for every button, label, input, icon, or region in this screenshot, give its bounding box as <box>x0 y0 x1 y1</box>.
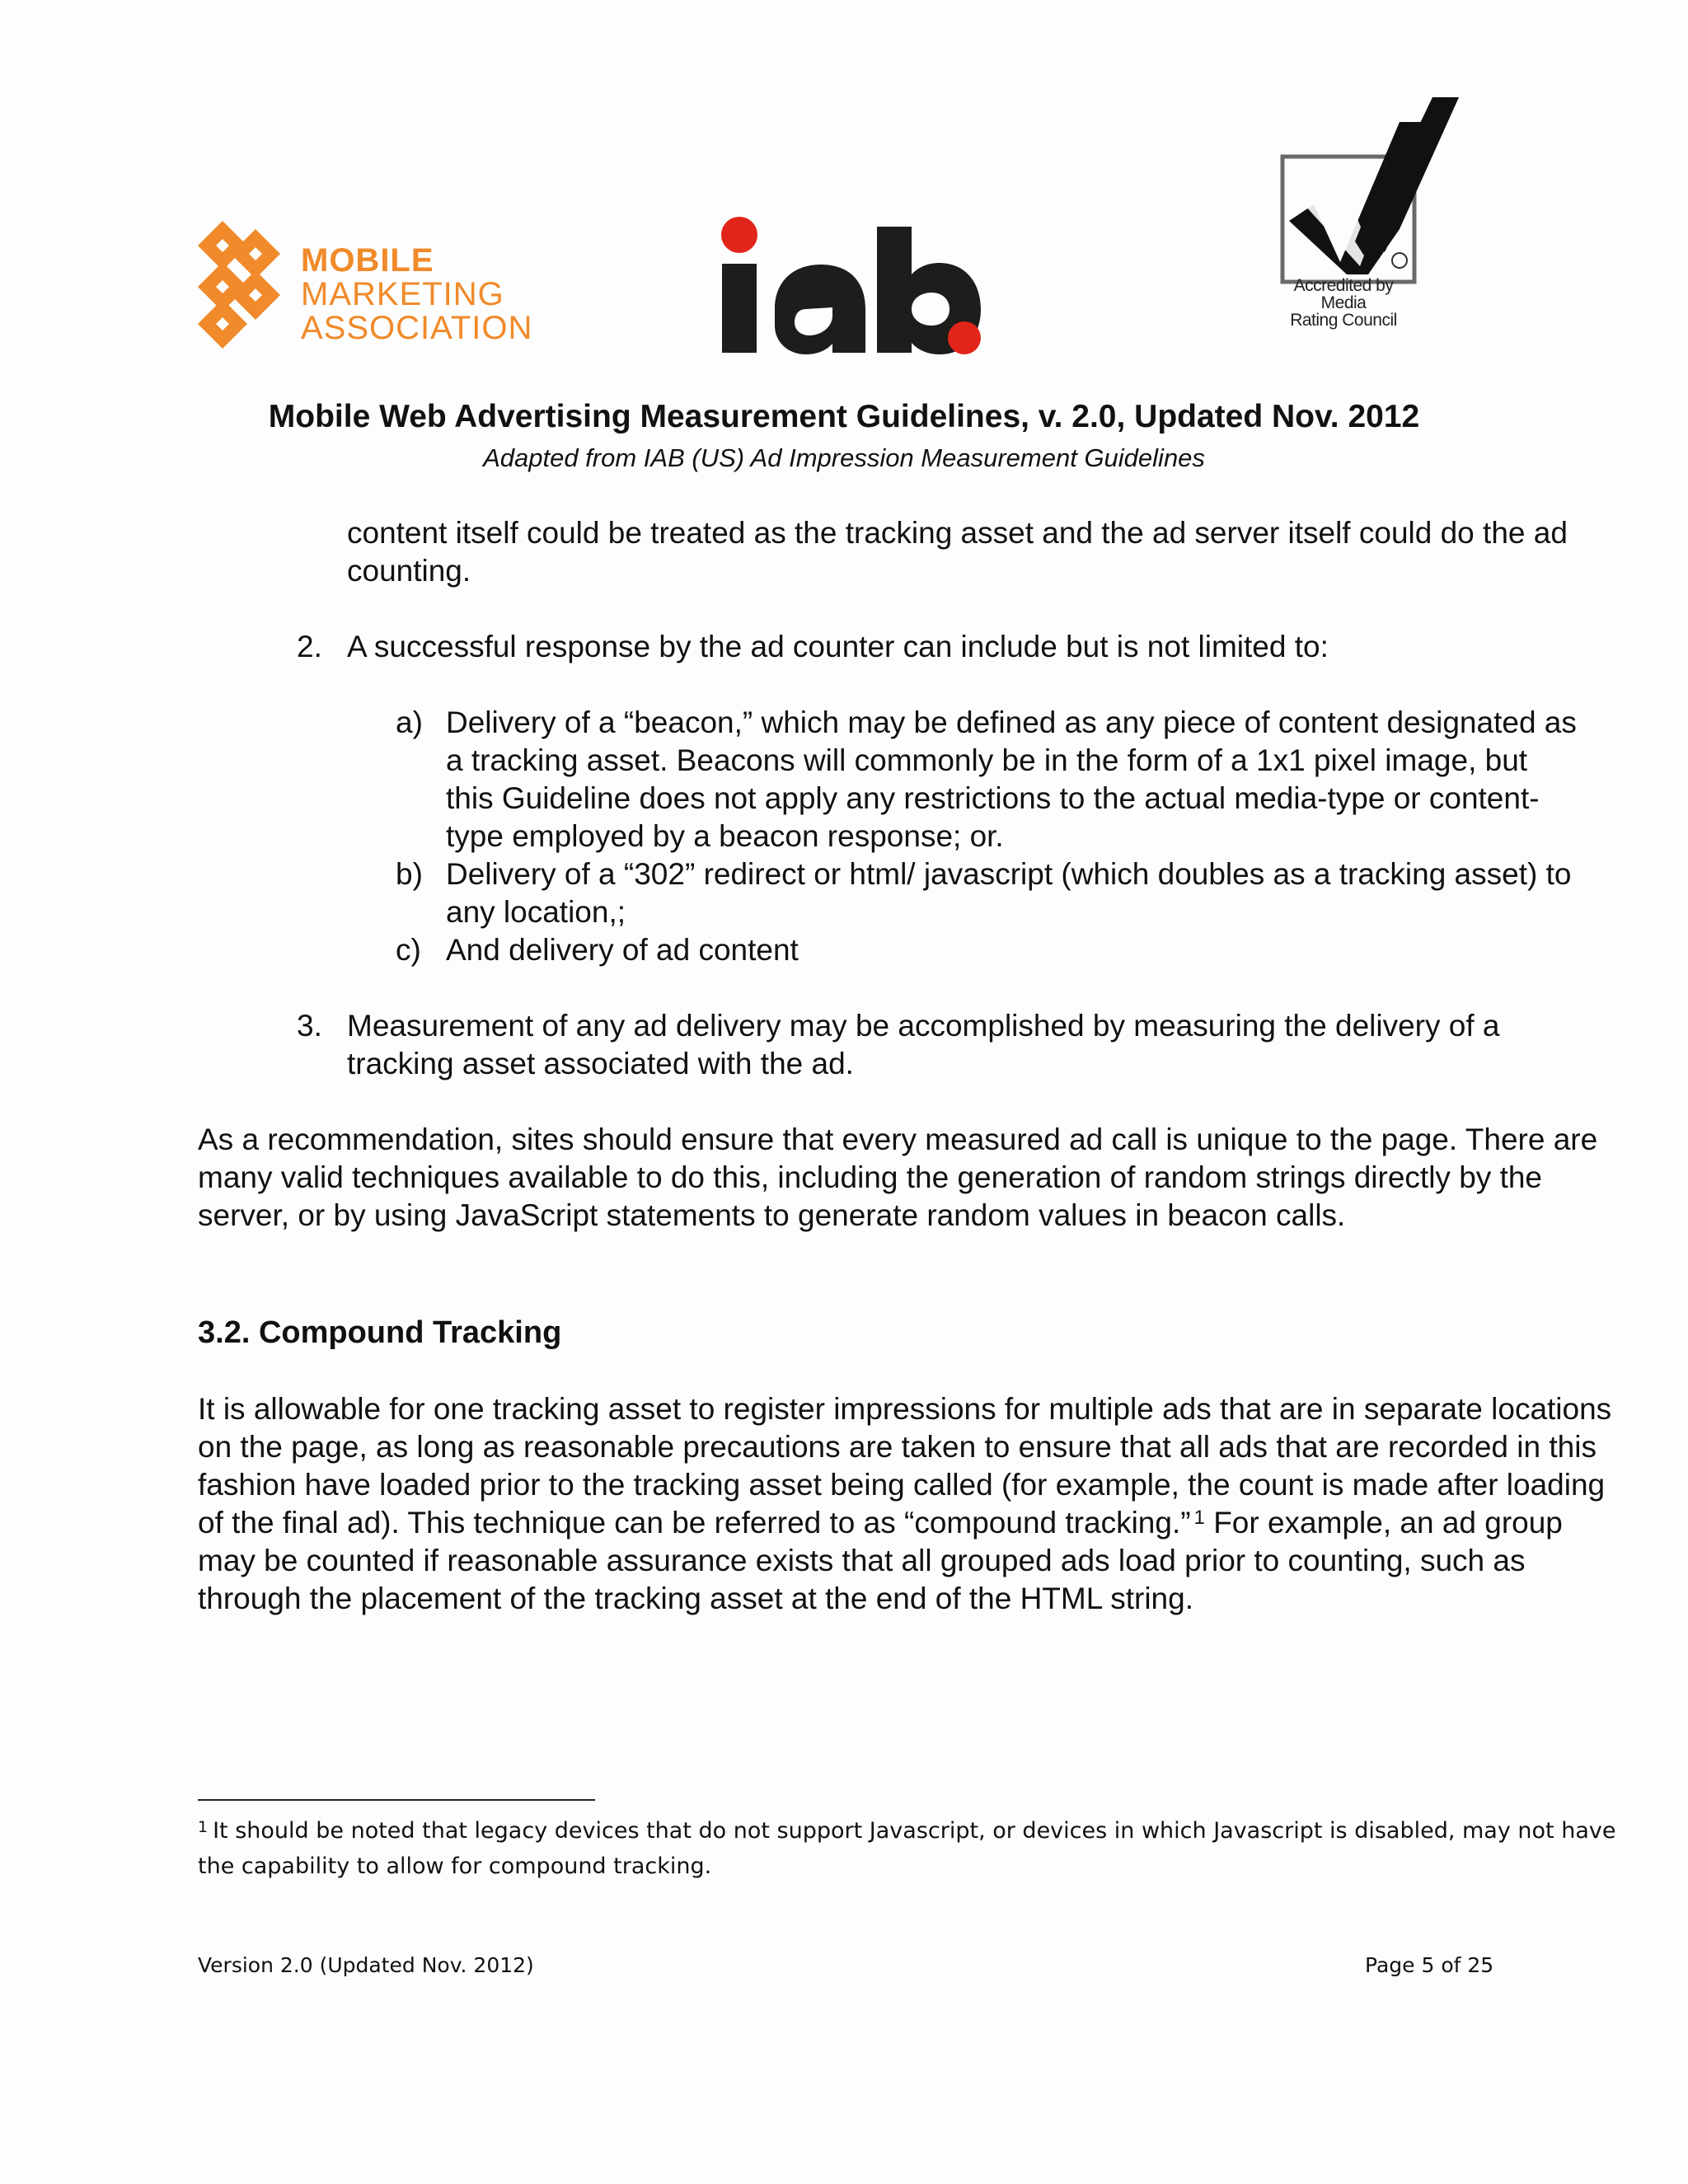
sub-list-item-text: And delivery of ad content <box>446 933 799 967</box>
mrc-caption-line1: Accredited by <box>1293 276 1394 295</box>
sub-list-item-marker: c) <box>396 933 421 967</box>
mrc-caption <box>1273 277 1414 329</box>
list-item-number: 3. <box>297 1009 322 1043</box>
mma-logo-line3: ASSOCIATION <box>301 310 533 346</box>
list-item-text: A successful response by the ad counter can include but is not limited to: <box>347 630 1329 663</box>
footnote-text: It should be noted that legacy devices that do not support Javascript, or devices in which Javascript is disabled, may not have the capability to allow for compound tracking. <box>198 1818 1616 1879</box>
compound-text-part2: For example, an ad group may be counted if reasonable assurance exists that all grouped ads load prior to counting, such as through the placement of the tracking asset at the end of the HTML string. <box>198 1506 1563 1615</box>
compound-text-part1: It is allowable for one tracking asset to register impressions for multiple ads that are in separate locations on the page, as long as reasonable precautions are taken to ensure that all ads that are recorded in this fashion have loaded prior to the tracking asset being called (for example, the count is made after loading of the final ad). This technique can be referred to as “compound tracking.” <box>198 1392 1612 1540</box>
document-subtitle: Adapted from IAB (US) Ad Impression Measurement Guidelines <box>483 443 1205 472</box>
sub-list-item-text: Delivery of a “302” redirect or html/ javascript (which doubles as a tracking asset) to any location,; <box>446 857 1572 929</box>
mma-logo <box>198 221 552 361</box>
mma-logo-text <box>301 244 532 345</box>
mma-logo-line2: MARKETING <box>301 276 504 312</box>
iab-logo <box>715 210 987 354</box>
footer-version: Version 2.0 (Updated Nov. 2012) <box>198 1953 534 1977</box>
sub-list-item <box>396 855 1582 931</box>
list-item-text: Measurement of any ad delivery may be accomplished by measuring the delivery of a tracking asset associated with the ad. <box>347 1009 1500 1080</box>
list-item-number: 2. <box>297 630 322 663</box>
mma-logo-mark-icon <box>198 221 284 349</box>
recommendation-paragraph: As a recommendation, sites should ensure that every measured ad call is unique to the page. There are many valid techniques available to do this, including the generation of random strings directly by the server, or by using JavaScript statements to generate random values in beacon calls. <box>198 1122 1598 1232</box>
mrc-caption-line2: Media <box>1320 293 1367 312</box>
list-item <box>297 1007 1607 1083</box>
section-heading: 3.2. Compound Tracking <box>198 1315 562 1350</box>
footnote-divider <box>198 1799 595 1801</box>
footnote-marker: 1 <box>198 1818 209 1836</box>
sub-list-item-marker: a) <box>396 705 423 739</box>
sub-list-item <box>396 704 1582 855</box>
mrc-caption-line3: Rating Council <box>1290 311 1397 330</box>
list-item-continuation: content itself could be treated as the tracking asset and the ad server itself could do the ad counting. <box>347 516 1568 588</box>
compound-tracking-paragraph <box>198 1390 1624 1618</box>
sub-list-item-marker: b) <box>396 857 423 891</box>
mma-logo-line1: MOBILE <box>301 242 434 279</box>
footnote <box>198 1813 1632 1884</box>
sub-list-item-text: Delivery of a “beacon,” which may be defined as any piece of content designated as a tracking asset. Beacons will commonly be in the form of a 1x1 pixel image, but this Guideline does not apply any restrictions to the actual media-type or content-type employed by a beacon response; or. <box>446 705 1577 853</box>
document-title: Mobile Web Advertising Measurement Guidelines, v. 2.0, Updated Nov. 2012 <box>268 399 1420 434</box>
list-item <box>297 628 1607 666</box>
footnote-reference[interactable]: 1 <box>1193 1507 1205 1529</box>
footer-page-number: Page 5 of 25 <box>1365 1953 1494 1977</box>
sub-list-item <box>396 931 1582 969</box>
